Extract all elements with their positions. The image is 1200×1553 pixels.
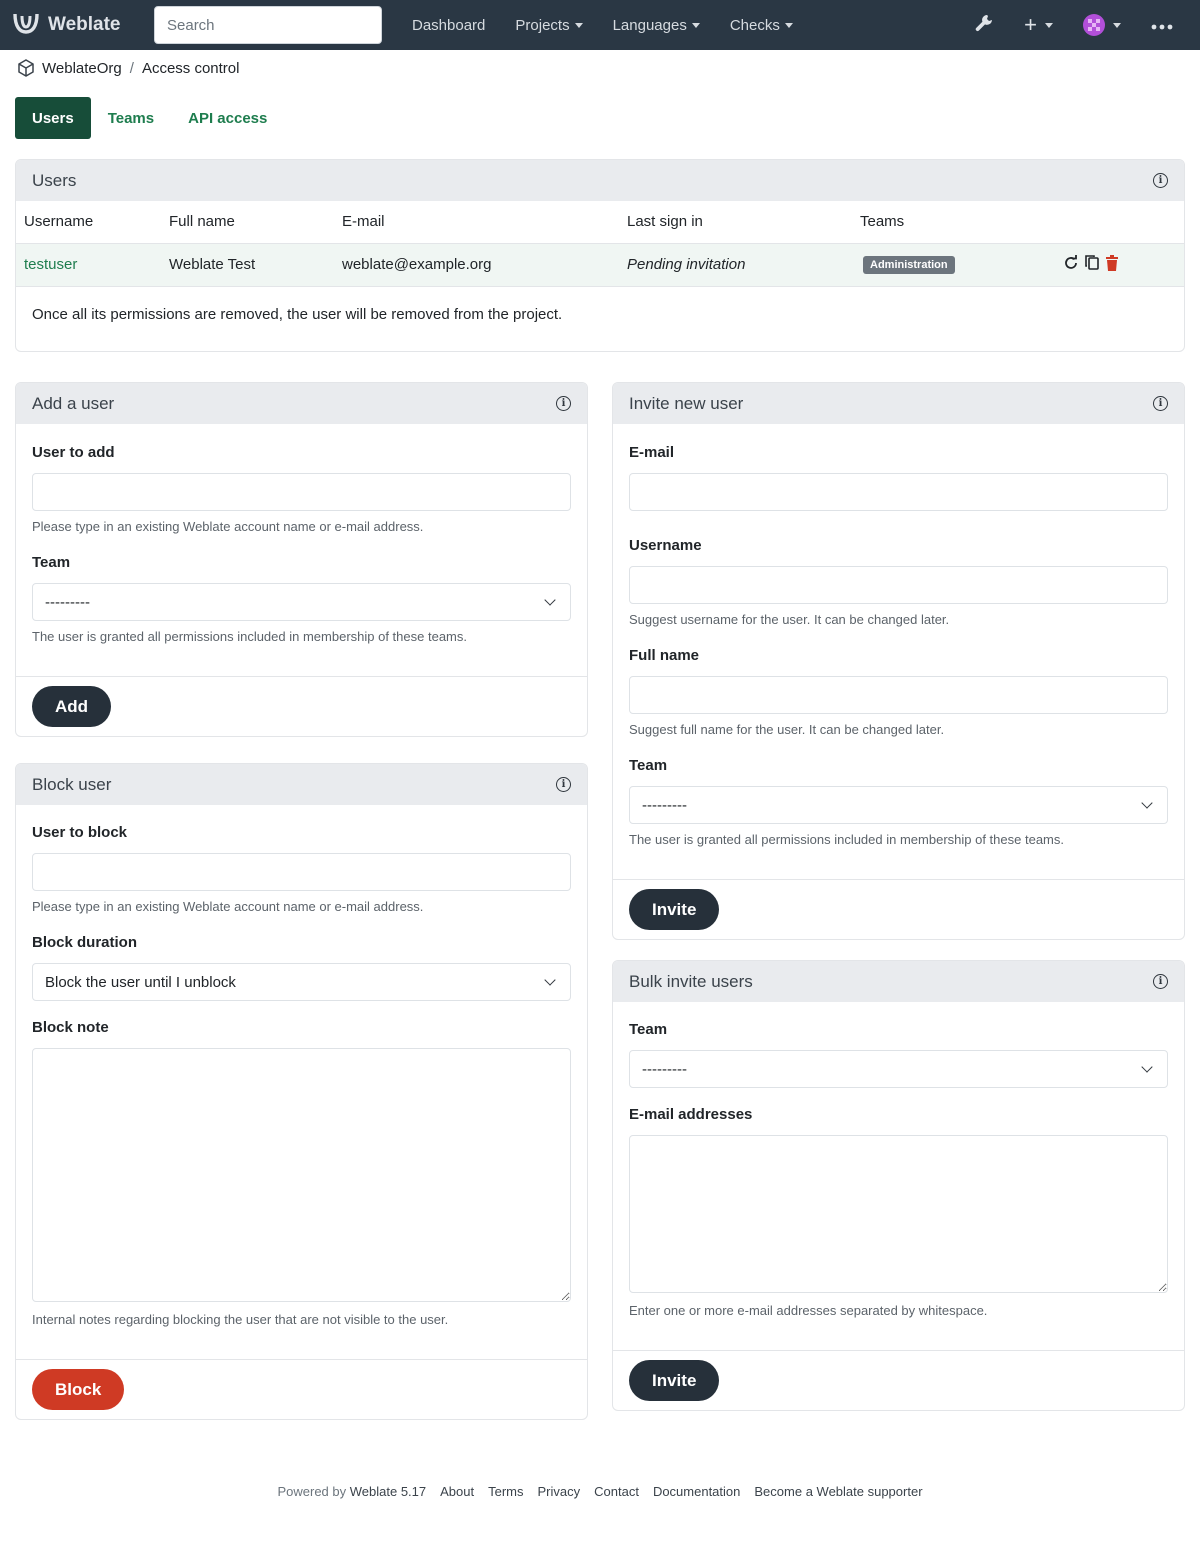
footer-terms-link[interactable]: Terms [488,1484,524,1499]
info-icon[interactable]: i [1153,173,1168,188]
footer [0,1484,1200,1499]
user-to-block-input[interactable] [32,853,571,891]
plus-icon: + [1024,12,1037,37]
column-full-name: Full name [161,201,334,243]
team-select[interactable] [32,583,571,621]
add-user-title: Add a user [32,393,115,413]
tab-teams[interactable]: Teams [107,109,155,127]
bulk-invite-panel [612,960,1185,1411]
bulk-team-select[interactable] [629,1050,1168,1088]
nav-dashboard-label: Dashboard [412,16,486,34]
wrench-button[interactable] [959,0,1009,50]
last-sign-in-cell: Pending invitation [619,243,852,286]
column-username: Username [16,201,161,243]
caret-down-icon [575,23,583,28]
team-badge[interactable]: Administration [863,256,955,274]
nav-languages[interactable] [598,0,715,50]
footer-about-link[interactable]: About [440,1484,475,1499]
full-name-cell: Weblate Test [161,243,334,286]
email-label: E-mail [629,444,675,461]
more-menu-button[interactable] [1136,0,1188,50]
block-note-help: Internal notes regarding blocking the user that are not visible to the user. [32,1312,449,1327]
nav-languages-label: Languages [612,16,687,34]
block-user-panel [15,763,588,1420]
column-last-sign-in: Last sign in [619,201,852,243]
chevron-down-icon [544,974,555,985]
avatar [1083,14,1105,36]
table-row [16,243,1184,286]
add-user-panel [15,382,588,737]
chevron-down-icon [1141,1061,1152,1072]
wrench-icon [974,13,994,37]
user-to-add-input[interactable] [32,473,571,511]
caret-down-icon [785,23,793,28]
users-panel-title: Users [32,170,77,190]
breadcrumb-separator: / [129,59,134,77]
tab-bar [0,97,1200,139]
block-note-label: Block note [32,1019,109,1036]
chevron-down-icon [544,594,555,605]
breadcrumb-org[interactable]: WeblateOrg [42,59,122,77]
column-email: E-mail [334,201,619,243]
users-table [16,201,1184,287]
user-to-block-label: User to block [32,824,128,841]
invite-team-value: --------- [642,796,687,814]
column-teams: Teams [852,201,1055,243]
nav-dashboard[interactable] [397,0,500,50]
invite-team-label: Team [629,757,668,774]
add-menu-button[interactable] [1009,0,1068,50]
add-button[interactable]: Add [32,686,111,727]
caret-down-icon [1113,23,1121,28]
copy-icon[interactable] [1084,254,1100,275]
brand[interactable] [12,11,154,39]
footer-documentation-link[interactable]: Documentation [652,1484,741,1499]
team-help: The user is granted all permissions included in membership of these teams. [32,629,467,644]
chevron-down-icon [1141,797,1152,808]
nav-checks-label: Checks [729,16,780,34]
email-addresses-help: Enter one or more e-mail addresses separated by whitespace. [629,1303,988,1318]
footer-privacy-link[interactable]: Privacy [537,1484,581,1499]
weblate-logo-icon [12,11,40,39]
invite-user-panel [612,382,1185,940]
block-user-title: Block user [32,774,112,794]
organization-icon [16,58,36,78]
email-addresses-textarea[interactable] [629,1135,1168,1293]
caret-down-icon [692,23,700,28]
block-duration-select[interactable] [32,963,571,1001]
breadcrumb-page[interactable]: Access control [141,59,240,77]
bulk-invite-button[interactable]: Invite [629,1360,719,1401]
invite-team-help: The user is granted all permissions included in membership of these teams. [629,832,1064,847]
user-to-block-help: Please type in an existing Weblate account name or e-mail address. [32,899,424,914]
nav-projects[interactable] [500,0,597,50]
users-panel [15,159,1185,352]
bulk-invite-title: Bulk invite users [629,971,753,991]
nav-projects-label: Projects [515,16,570,34]
user-to-add-label: User to add [32,444,115,461]
resend-invitation-icon[interactable] [1063,255,1079,275]
removal-note: Once all its permissions are removed, the user will be removed from the project. [32,305,563,323]
team-select-value: --------- [45,593,90,611]
username-help: Suggest username for the user. It can be changed later. [629,612,950,627]
full-name-field[interactable] [629,676,1168,714]
brand-name: Weblate [48,14,121,35]
footer-supporter-link[interactable]: Become a Weblate supporter [754,1484,923,1499]
team-label: Team [32,554,71,571]
info-icon[interactable]: i [1153,974,1168,989]
full-name-help: Suggest full name for the user. It can be changed later. [629,722,945,737]
breadcrumb [0,50,1200,86]
version-link[interactable]: Weblate 5.17 [349,1484,427,1499]
invite-team-select[interactable] [629,786,1168,824]
top-navbar [0,0,1200,50]
powered-by-label: Powered by [277,1484,347,1499]
block-button[interactable]: Block [32,1369,124,1410]
username-field[interactable] [629,566,1168,604]
tab-api-access[interactable]: API access [188,109,268,127]
block-note-textarea[interactable] [32,1048,571,1302]
invite-user-title: Invite new user [629,393,744,413]
info-icon[interactable]: i [556,396,571,411]
bulk-team-value: --------- [642,1060,687,1078]
username-link[interactable]: testuser [24,256,78,273]
user-to-add-help: Please type in an existing Weblate account name or e-mail address. [32,519,424,534]
column-actions [1055,201,1184,243]
search-input[interactable] [154,6,382,44]
footer-contact-link[interactable]: Contact [594,1484,639,1499]
powered-by [277,1484,426,1499]
block-duration-value: Block the user until I unblock [45,973,236,991]
more-horizontal-icon [1151,17,1173,34]
full-name-label: Full name [629,647,700,664]
caret-down-icon [1045,23,1053,28]
tab-users[interactable]: Users [15,97,91,139]
nav-checks[interactable] [715,0,808,50]
info-icon[interactable]: i [556,777,571,792]
user-menu-button[interactable] [1068,0,1136,50]
email-cell: weblate@example.org [334,243,619,286]
email-addresses-label: E-mail addresses [629,1106,753,1123]
info-icon[interactable]: i [1153,396,1168,411]
invite-button[interactable]: Invite [629,889,719,930]
delete-icon[interactable] [1105,255,1119,275]
email-field[interactable] [629,473,1168,511]
username-label: Username [629,537,702,554]
block-duration-label: Block duration [32,934,138,951]
bulk-team-label: Team [629,1021,668,1038]
